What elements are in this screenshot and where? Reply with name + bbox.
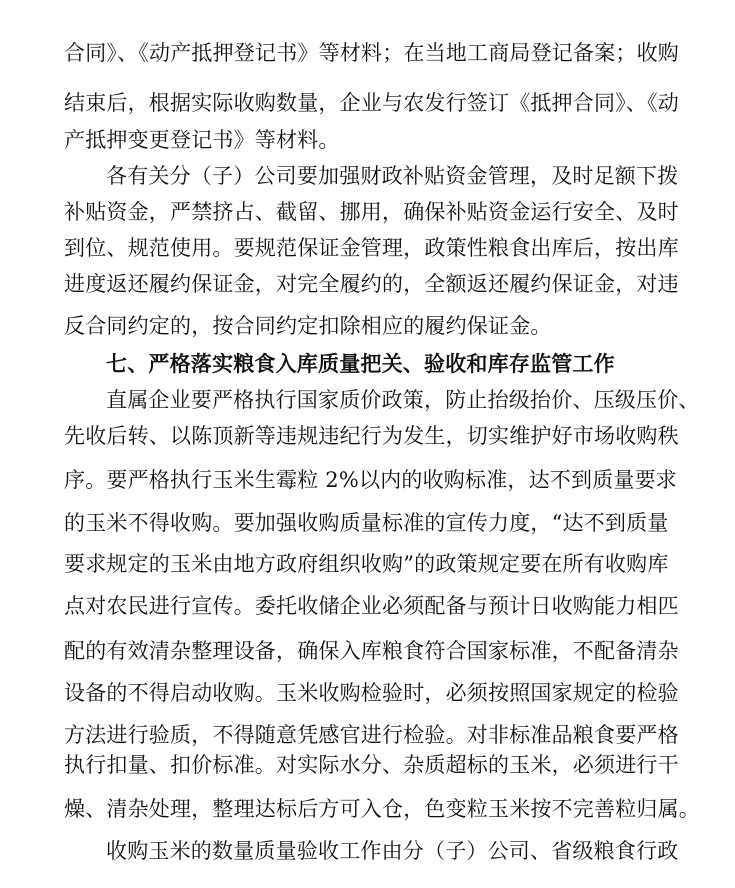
paragraph-line: 燥、清杂处理，整理达标后方可入仓，色变粒玉米按不完善粒归属。 [64,797,700,821]
paragraph-line: 先收后转、以陈顶新等违规违纪行为发生，切实维护好市场收购秩 [64,424,679,448]
paragraph-line: 直属企业要严格执行国家质价政策，防止抬级抬价、压级压价、 [106,388,700,412]
paragraph-line: 进度返还履约保证金，对完全履约的，全额返还履约保证金，对违 [64,272,679,296]
paragraph-line: 要求规定的玉米由地方政府组织收购”的政策规定要在所有收购库 [64,552,669,576]
paragraph-line: 的玉米不得收购。要加强收购质量标准的宣传力度，“达不到质量 [64,511,669,535]
paragraph-line: 收购玉米的数量质量验收工作由分（子）公司、省级粮食行政 [106,839,679,863]
paragraph-line: 点对农民进行宣传。委托收储企业必须配备与预计日收购能力相匹 [64,594,679,618]
paragraph-line: 序。要严格执行玉米生霉粒 2%以内的收购标准，达不到质量要求 [64,468,677,492]
paragraph-line: 执行扣量、扣价标准。对实际水分、杂质超标的玉米，必须进行干 [64,753,679,777]
paragraph-line: 配的有效清杂整理设备，确保入库粮食符合国家标准，不配备清杂 [64,639,679,663]
section-heading: 七、严格落实粮食入库质量把关、验收和库存监管工作 [106,352,615,376]
paragraph-line: 到位、规范使用。要规范保证金管理，政策性粮食出库后，按出库 [64,236,679,260]
paragraph-line: 反合同约定的，按合同约定扣除相应的履约保证金。 [64,314,552,338]
paragraph-line: 补贴资金，严禁挤占、截留、挪用，确保补贴资金运行安全、及时 [64,200,679,224]
paragraph-line: 结束后，根据实际收购数量，企业与农发行签订《抵押合同》、《动 [64,91,679,115]
paragraph-line: 产抵押变更登记书》等材料。 [64,128,340,152]
paragraph-line: 各有关分（子）公司要加强财政补贴资金管理，及时足额下拨 [106,164,679,188]
paragraph-line: 设备的不得启动收购。玉米收购检验时，必须按照国家规定的检验 [64,681,679,705]
paragraph-line: 方法进行验质，不得随意凭感官进行检验。对非标准品粮食要严格 [64,723,679,747]
paragraph-line: 合同》、《动产抵押登记书》等材料；在当地工商局登记备案；收购 [64,41,679,65]
